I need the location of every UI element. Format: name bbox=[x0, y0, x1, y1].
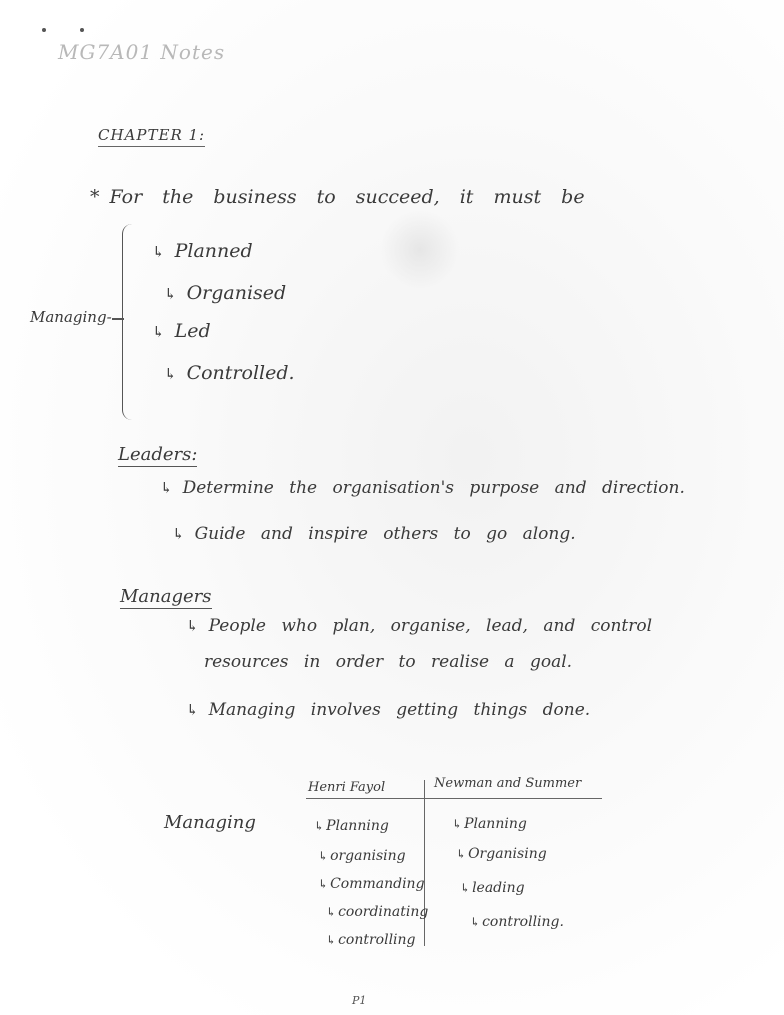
brace-label: Managing- bbox=[30, 308, 112, 326]
list-item: ↳ Planned bbox=[152, 240, 253, 262]
hooked-arrow-icon: ↳ bbox=[172, 525, 185, 543]
table-cell: ↳ Commanding bbox=[318, 876, 425, 892]
list-item: ↳ Controlled. bbox=[164, 362, 295, 384]
table-cell: ↳ leading bbox=[460, 880, 525, 896]
hooked-arrow-icon: ↳ bbox=[314, 819, 325, 833]
managers-point: ↳ People who plan, organise, lead, and control bbox=[186, 616, 653, 636]
hooked-arrow-icon: ↳ bbox=[326, 905, 337, 919]
table-cell: ↳ coordinating bbox=[326, 904, 429, 920]
hooked-arrow-icon: ↳ bbox=[452, 817, 463, 831]
managers-heading: Managers bbox=[120, 586, 212, 607]
column-heading-fayol: Henri Fayol bbox=[308, 780, 386, 795]
managers-point-continued: resources in order to realise a goal. bbox=[204, 652, 573, 672]
hooked-arrow-icon: ↳ bbox=[164, 365, 177, 383]
intro-line bbox=[90, 186, 585, 208]
hooked-arrow-icon: ↳ bbox=[186, 701, 199, 719]
table-cell: ↳ Planning bbox=[314, 818, 389, 834]
table-cell: ↳ organising bbox=[318, 848, 406, 864]
hooked-arrow-icon: ↳ bbox=[318, 877, 329, 891]
hooked-arrow-icon: ↳ bbox=[152, 243, 165, 261]
list-item: ↳ Organised bbox=[164, 282, 287, 304]
hooked-arrow-icon: ↳ bbox=[160, 479, 173, 497]
column-heading-newman: Newman and Summer bbox=[434, 776, 582, 791]
table-header-divider bbox=[306, 798, 602, 799]
hooked-arrow-icon: ↳ bbox=[460, 881, 471, 895]
faded-header: MG7A01 Notes bbox=[58, 40, 226, 64]
table-cell: ↳ Planning bbox=[452, 816, 527, 832]
table-cell: ↳ Organising bbox=[456, 846, 547, 862]
leaders-point: ↳ Determine the organisation's purpose and direction. bbox=[160, 478, 685, 498]
comparison-row-label: Managing bbox=[164, 812, 256, 833]
curly-brace bbox=[122, 224, 135, 420]
hooked-arrow-icon: ↳ bbox=[470, 915, 481, 929]
page-number: P1 bbox=[352, 994, 367, 1007]
hooked-arrow-icon: ↳ bbox=[326, 933, 337, 947]
hooked-arrow-icon: ↳ bbox=[164, 285, 177, 303]
punch-dot bbox=[42, 28, 46, 32]
hooked-arrow-icon: ↳ bbox=[152, 323, 165, 341]
table-cell: ↳ controlling bbox=[326, 932, 416, 948]
table-cell: ↳ controlling. bbox=[470, 914, 564, 930]
brace-tip bbox=[112, 318, 124, 320]
list-item: ↳ Led bbox=[152, 320, 211, 342]
intro-text: For the business to succeed, it must be bbox=[109, 186, 585, 208]
leaders-point: ↳ Guide and inspire others to go along. bbox=[172, 524, 576, 544]
hooked-arrow-icon: ↳ bbox=[186, 617, 199, 635]
table-column-divider bbox=[424, 780, 425, 946]
hooked-arrow-icon: ↳ bbox=[318, 849, 329, 863]
leaders-heading: Leaders: bbox=[118, 444, 198, 465]
hooked-arrow-icon: ↳ bbox=[456, 847, 467, 861]
star-bullet-icon: * bbox=[90, 186, 100, 208]
punch-dot bbox=[80, 28, 84, 32]
managers-point: ↳ Managing involves getting things done. bbox=[186, 700, 591, 720]
chapter-title: CHAPTER 1: bbox=[98, 126, 205, 147]
ink-smudge bbox=[380, 210, 460, 290]
